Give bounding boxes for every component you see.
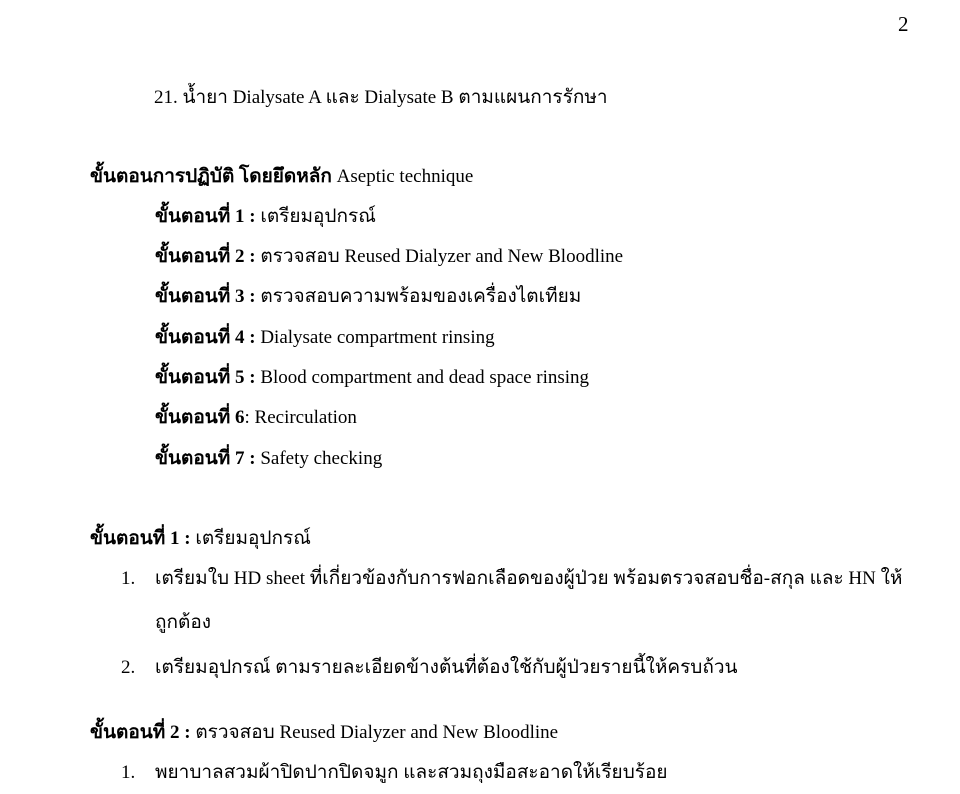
section-2-heading	[90, 723, 558, 742]
list-item	[121, 569, 135, 588]
list-text: น้ำยา Dialysate A และ Dialysate B ตามแผนการรักษา	[182, 87, 608, 108]
step-label: ขั้นตอนที่ 6	[155, 407, 245, 428]
step-row	[155, 247, 623, 266]
procedure-heading-rest: Aseptic technique	[336, 166, 474, 187]
list-number: 2.	[121, 657, 136, 678]
list-text: เตรียมใบ HD sheet ที่เกี่ยวข้องกับการฟอกเลือดของผู้ป่วย พร้อมตรวจสอบชื่อ-สกุล และ HN ให้	[155, 568, 903, 589]
step-row	[155, 449, 382, 468]
step-label: ขั้นตอนที่ 2 :	[155, 246, 256, 267]
page-number: 2	[898, 12, 909, 36]
step-row	[155, 287, 581, 306]
step-text: Blood compartment and dead space rinsing	[260, 367, 590, 388]
step-text: Dialysate compartment rinsing	[260, 327, 495, 348]
step-label: ขั้นตอนที่ 4 :	[155, 327, 256, 348]
list-item	[121, 658, 135, 677]
step-row	[155, 328, 495, 347]
step-text: ตรวจสอบความพร้อมของเครื่องไตเทียม	[260, 286, 582, 307]
section-title: ตรวจสอบ Reused Dialyzer and New Bloodline	[195, 722, 559, 743]
step-row	[155, 368, 589, 387]
list-number: 1.	[121, 762, 136, 783]
step-label: ขั้นตอนที่ 3 :	[155, 286, 256, 307]
step-label: ขั้นตอนที่ 5 :	[155, 367, 256, 388]
step-text: : Recirculation	[244, 407, 357, 428]
list-item	[121, 763, 135, 782]
list-text: เตรียมอุปกรณ์ ตามรายละเอียดข้างต้นที่ต้องใช้กับผู้ป่วยรายนี้ให้ครบถ้วน	[155, 657, 738, 678]
list-number: 21.	[154, 87, 178, 108]
step-text: ตรวจสอบ Reused Dialyzer and New Bloodline	[260, 246, 624, 267]
list-number: 1.	[121, 568, 136, 589]
step-row	[155, 207, 376, 226]
step-text: Safety checking	[260, 448, 383, 469]
list-item-21	[154, 88, 608, 107]
step-text: เตรียมอุปกรณ์	[260, 206, 376, 227]
list-text: พยาบาลสวมผ้าปิดปากปิดจมูก และสวมถุงมือสะอาดให้เรียบร้อย	[155, 762, 668, 783]
section-label: ขั้นตอนที่ 2 :	[90, 722, 191, 743]
procedure-heading	[90, 167, 473, 186]
section-title: เตรียมอุปกรณ์	[195, 528, 311, 549]
procedure-heading-bold: ขั้นตอนการปฏิบัติ โดยยึดหลัก	[90, 166, 332, 187]
step-row	[155, 408, 357, 427]
step-label: ขั้นตอนที่ 7 :	[155, 448, 256, 469]
step-label: ขั้นตอนที่ 1 :	[155, 206, 256, 227]
section-label: ขั้นตอนที่ 1 :	[90, 528, 191, 549]
section-1-heading	[90, 529, 311, 548]
list-text-continued: ถูกต้อง	[155, 612, 212, 633]
